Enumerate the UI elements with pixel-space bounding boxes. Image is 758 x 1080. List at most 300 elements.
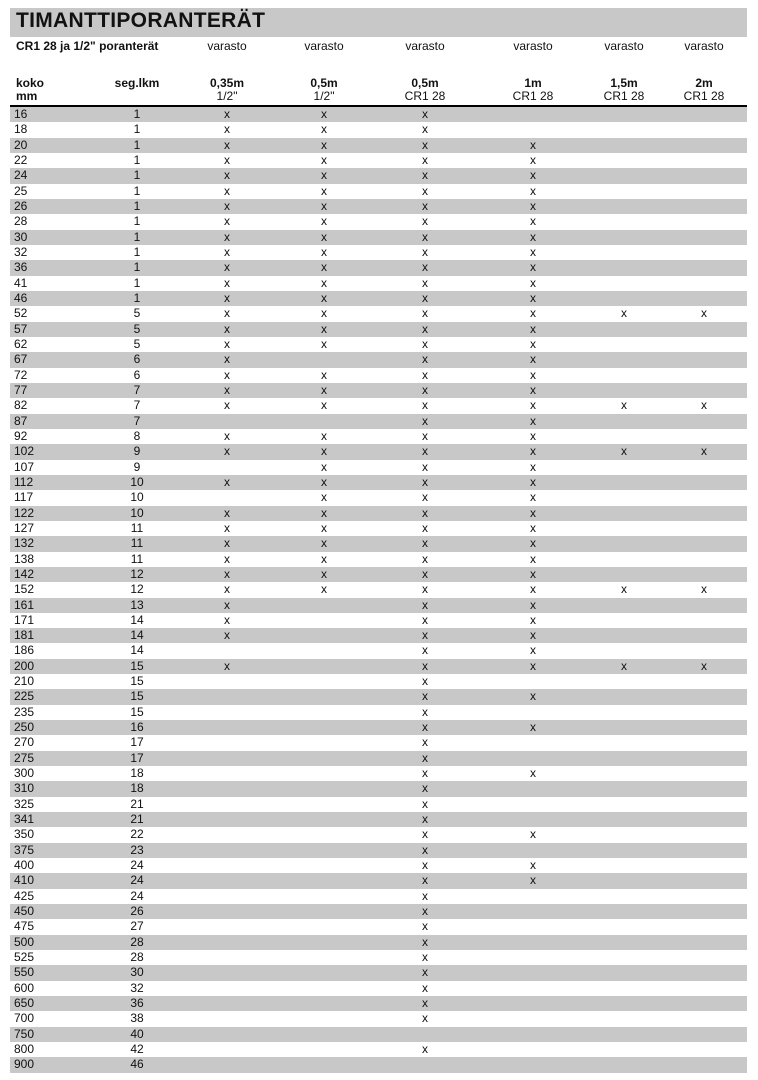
size-cell: 92: [14, 428, 28, 443]
table-row: [10, 429, 747, 444]
size-cell: 16: [14, 107, 28, 121]
stock-mark: x: [422, 321, 428, 336]
length-header-5: 1,5m: [610, 76, 638, 90]
stock-mark: x: [224, 612, 230, 627]
segment-count-value: 1: [133, 290, 141, 305]
stock-mark: x: [422, 198, 428, 213]
segment-count-value: 10: [130, 474, 144, 489]
table-row: [10, 613, 747, 628]
segment-count-value: 24: [130, 873, 144, 888]
size-cell: 275: [14, 750, 35, 765]
stock-mark: x: [321, 566, 327, 581]
segment-count-value: 1: [133, 137, 141, 152]
table-row: [10, 567, 747, 582]
stock-mark: x: [321, 490, 327, 505]
segment-count-value: 9: [133, 444, 141, 459]
size-cell: 161: [14, 597, 35, 612]
size-cell: 52: [14, 306, 28, 321]
table-row: [10, 659, 747, 674]
stock-mark: x: [422, 904, 428, 919]
stock-header-4: varasto: [513, 39, 553, 53]
stock-mark: x: [422, 950, 428, 965]
stock-mark: x: [422, 352, 428, 367]
size-cell: 210: [14, 674, 35, 689]
stock-mark: x: [321, 244, 327, 259]
length-header-6: 2m: [695, 76, 713, 90]
stock-mark: x: [224, 367, 230, 382]
stock-mark: x: [530, 490, 536, 505]
segment-count-value: 1: [133, 198, 141, 213]
segment-count-value: 1: [133, 152, 141, 167]
stock-mark: x: [321, 520, 327, 535]
stock-mark: x: [224, 536, 230, 551]
segment-count-value: 46: [130, 1057, 144, 1072]
stock-mark: x: [530, 382, 536, 397]
size-cell: 72: [14, 367, 28, 382]
table-row: [10, 935, 747, 950]
stock-mark: x: [224, 382, 230, 397]
stock-mark: x: [530, 597, 536, 612]
size-cell: 67: [14, 352, 28, 367]
stock-header-3: varasto: [405, 39, 445, 53]
size-cell: 30: [14, 229, 28, 244]
stock-mark: x: [422, 842, 428, 857]
stock-mark: x: [530, 336, 536, 351]
stock-mark: x: [321, 260, 327, 275]
stock-mark: x: [530, 367, 536, 382]
stock-mark: x: [530, 137, 536, 152]
size-cell: 36: [14, 260, 28, 275]
table-row: [10, 919, 747, 934]
stock-mark: x: [530, 474, 536, 489]
stock-mark: x: [530, 858, 536, 873]
stock-mark: x: [422, 152, 428, 167]
size-cell: 550: [14, 965, 35, 980]
table-row: [10, 950, 747, 965]
stock-mark: x: [422, 720, 428, 735]
stock-mark: x: [530, 505, 536, 520]
product-table: [10, 107, 747, 1073]
stock-mark: x: [530, 689, 536, 704]
segment-count-value: 14: [130, 612, 144, 627]
stock-mark: x: [530, 551, 536, 566]
stock-mark: x: [701, 658, 707, 673]
segment-count-value: 5: [133, 336, 141, 351]
stock-mark: x: [224, 658, 230, 673]
stock-mark: x: [530, 766, 536, 781]
segment-count-value: 15: [130, 704, 144, 719]
stock-mark: x: [321, 398, 327, 413]
stock-mark: x: [530, 168, 536, 183]
table-row: [10, 383, 747, 398]
stock-mark: x: [701, 306, 707, 321]
stock-mark: x: [530, 612, 536, 627]
size-cell: 32: [14, 244, 28, 259]
stock-mark: x: [224, 229, 230, 244]
stock-mark: x: [422, 934, 428, 949]
table-row: [10, 291, 747, 306]
stock-mark: x: [422, 781, 428, 796]
table-row: [10, 766, 747, 781]
stock-mark: x: [422, 965, 428, 980]
stock-mark: x: [530, 827, 536, 842]
stock-mark: x: [530, 398, 536, 413]
segment-count-value: 36: [130, 996, 144, 1011]
segment-count-value: 6: [133, 352, 141, 367]
stock-mark: x: [530, 214, 536, 229]
size-cell: 62: [14, 336, 28, 351]
stock-mark: x: [422, 459, 428, 474]
stock-mark: x: [321, 214, 327, 229]
stock-mark: x: [321, 152, 327, 167]
stock-mark: x: [224, 183, 230, 198]
thread-header-3: CR1 28: [404, 89, 446, 103]
stock-mark: x: [224, 275, 230, 290]
stock-mark: x: [422, 858, 428, 873]
size-cell: 410: [14, 873, 35, 888]
table-row: [10, 460, 747, 475]
segment-count-header: seg.lkm: [114, 76, 160, 90]
segment-count-value: 12: [130, 582, 144, 597]
stock-mark: x: [530, 275, 536, 290]
stock-mark: x: [422, 306, 428, 321]
stock-mark: x: [530, 260, 536, 275]
stock-mark: x: [422, 336, 428, 351]
table-row: [10, 582, 747, 597]
stock-mark: x: [530, 321, 536, 336]
size-cell: 750: [14, 1026, 35, 1041]
stock-mark: x: [321, 444, 327, 459]
size-cell: 171: [14, 612, 35, 627]
stock-mark: x: [530, 536, 536, 551]
segment-count-value: 9: [133, 459, 141, 474]
stock-mark: x: [422, 551, 428, 566]
stock-mark: x: [224, 306, 230, 321]
stock-mark: x: [422, 137, 428, 152]
segment-count-value: 1: [133, 183, 141, 198]
stock-mark: x: [422, 919, 428, 934]
table-row: [10, 398, 747, 413]
stock-mark: x: [530, 428, 536, 443]
thread-header-6: CR1 28: [683, 89, 725, 103]
size-cell: 475: [14, 919, 35, 934]
table-row: [10, 214, 747, 229]
table-row: [10, 276, 747, 291]
segment-count-value: 1: [133, 168, 141, 183]
size-unit-header: mm: [16, 89, 38, 103]
stock-mark: x: [422, 490, 428, 505]
table-row: [10, 168, 747, 183]
stock-mark: x: [530, 628, 536, 643]
stock-mark: x: [422, 827, 428, 842]
size-cell: 138: [14, 551, 35, 566]
table-row: [10, 751, 747, 766]
size-cell: 57: [14, 321, 28, 336]
table-row: [10, 536, 747, 551]
size-cell: 87: [14, 413, 28, 428]
size-cell: 600: [14, 980, 35, 995]
stock-mark: x: [422, 214, 428, 229]
table-row: [10, 797, 747, 812]
table-row: [10, 490, 747, 505]
stock-mark: x: [422, 674, 428, 689]
segment-count-value: 12: [130, 566, 144, 581]
stock-mark: x: [224, 551, 230, 566]
stock-mark: x: [224, 505, 230, 520]
segment-count-value: 11: [130, 551, 144, 566]
stock-mark: x: [530, 720, 536, 735]
segment-count-value: 7: [133, 398, 141, 413]
segment-count-value: 1: [133, 214, 141, 229]
stock-header-6: varasto: [684, 39, 724, 53]
stock-mark: x: [321, 367, 327, 382]
stock-mark: x: [422, 290, 428, 305]
table-row: [10, 138, 747, 153]
table-row: [10, 781, 747, 796]
table-row: [10, 720, 747, 735]
table-row: [10, 1011, 747, 1026]
segment-count-value: 5: [133, 306, 141, 321]
stock-mark: x: [321, 428, 327, 443]
stock-mark: x: [530, 183, 536, 198]
segment-count-value: 10: [130, 505, 144, 520]
size-cell: 24: [14, 168, 28, 183]
table-row: [10, 414, 747, 429]
table-row: [10, 873, 747, 888]
size-cell: 525: [14, 950, 35, 965]
table-row: [10, 306, 747, 321]
stock-mark: x: [621, 582, 627, 597]
stock-mark: x: [224, 428, 230, 443]
segment-count-value: 15: [130, 658, 144, 673]
segment-count-value: 30: [130, 965, 144, 980]
segment-count-value: 21: [130, 812, 144, 827]
size-cell: 28: [14, 214, 28, 229]
table-row: [10, 628, 747, 643]
stock-mark: x: [530, 520, 536, 535]
segment-count-value: 1: [133, 275, 141, 290]
thread-header-4: CR1 28: [512, 89, 554, 103]
table-row: [10, 889, 747, 904]
stock-mark: x: [224, 597, 230, 612]
segment-count-value: 1: [133, 260, 141, 275]
segment-count-value: 17: [130, 750, 144, 765]
stock-mark: x: [530, 459, 536, 474]
stock-mark: x: [224, 444, 230, 459]
stock-mark: x: [321, 183, 327, 198]
segment-count-value: 24: [130, 888, 144, 903]
stock-mark: x: [422, 766, 428, 781]
table-row: [10, 230, 747, 245]
size-cell: 132: [14, 536, 35, 551]
size-cell: 186: [14, 643, 35, 658]
stock-mark: x: [422, 704, 428, 719]
stock-mark: x: [422, 382, 428, 397]
segment-count-value: 23: [130, 842, 144, 857]
stock-mark: x: [224, 628, 230, 643]
table-row: [10, 245, 747, 260]
size-cell: 181: [14, 628, 35, 643]
size-cell: 325: [14, 796, 35, 811]
stock-mark: x: [224, 168, 230, 183]
stock-mark: x: [701, 398, 707, 413]
stock-mark: x: [422, 566, 428, 581]
stock-mark: x: [422, 244, 428, 259]
stock-mark: x: [422, 505, 428, 520]
table-row: [10, 506, 747, 521]
table-row: [10, 843, 747, 858]
segment-count-value: 15: [130, 689, 144, 704]
table-row: [10, 812, 747, 827]
stock-mark: x: [321, 122, 327, 137]
size-cell: 500: [14, 934, 35, 949]
table-row: [10, 689, 747, 704]
segment-count-value: 40: [130, 1026, 144, 1041]
stock-mark: x: [530, 352, 536, 367]
stock-mark: x: [224, 398, 230, 413]
stock-mark: x: [422, 873, 428, 888]
length-header-4: 1m: [524, 76, 542, 90]
stock-mark: x: [422, 367, 428, 382]
thread-header-1: 1/2": [216, 89, 238, 103]
size-cell: 22: [14, 152, 28, 167]
table-row: [10, 904, 747, 919]
size-cell: 225: [14, 689, 35, 704]
size-cell: 142: [14, 566, 35, 581]
stock-mark: x: [422, 260, 428, 275]
size-cell: 112: [14, 474, 34, 489]
size-cell: 20: [14, 137, 28, 152]
segment-count-value: 27: [130, 919, 144, 934]
segment-count-value: 10: [130, 490, 144, 505]
stock-mark: x: [224, 582, 230, 597]
size-cell: 41: [14, 275, 28, 290]
table-row: [10, 521, 747, 536]
size-cell: 18: [14, 122, 28, 137]
stock-mark: x: [422, 536, 428, 551]
size-cell: 425: [14, 888, 35, 903]
length-header-1: 0,35m: [209, 76, 245, 90]
table-row: [10, 858, 747, 873]
stock-mark: x: [422, 122, 428, 137]
stock-mark: x: [530, 198, 536, 213]
stock-mark: x: [321, 198, 327, 213]
stock-header-5: varasto: [604, 39, 644, 53]
stock-mark: x: [321, 275, 327, 290]
stock-mark: x: [224, 260, 230, 275]
stock-mark: x: [621, 658, 627, 673]
stock-mark: x: [321, 321, 327, 336]
stock-mark: x: [422, 796, 428, 811]
stock-mark: x: [422, 428, 428, 443]
stock-mark: x: [224, 290, 230, 305]
segment-count-value: 14: [130, 628, 144, 643]
stock-mark: x: [422, 628, 428, 643]
stock-mark: x: [321, 582, 327, 597]
table-row: [10, 122, 747, 137]
table-row: [10, 475, 747, 490]
size-cell: 350: [14, 827, 35, 842]
stock-mark: x: [224, 520, 230, 535]
stock-mark: x: [224, 321, 230, 336]
segment-count-value: 26: [130, 904, 144, 919]
stock-header-1: varasto: [207, 39, 247, 53]
stock-mark: x: [321, 137, 327, 152]
size-cell: 375: [14, 842, 35, 857]
stock-mark: x: [530, 413, 536, 428]
size-cell: 341: [14, 812, 35, 827]
stock-mark: x: [321, 290, 327, 305]
segment-count-value: 14: [130, 643, 144, 658]
stock-mark: x: [321, 505, 327, 520]
size-cell: 102: [14, 444, 35, 459]
stock-mark: x: [422, 183, 428, 198]
segment-count-value: 7: [133, 413, 141, 428]
table-row: [10, 996, 747, 1011]
segment-count-value: 1: [133, 122, 141, 137]
stock-mark: x: [422, 980, 428, 995]
stock-mark: x: [530, 582, 536, 597]
size-cell: 77: [14, 382, 28, 397]
table-row: [10, 674, 747, 689]
thread-header-5: CR1 28: [603, 89, 645, 103]
stock-mark: x: [530, 566, 536, 581]
stock-mark: x: [422, 107, 428, 121]
stock-mark: x: [321, 107, 327, 121]
segment-count-value: 8: [133, 428, 141, 443]
table-row: [10, 705, 747, 720]
size-cell: 127: [14, 520, 35, 535]
segment-count-value: 28: [130, 934, 144, 949]
stock-mark: x: [224, 566, 230, 581]
stock-mark: x: [321, 459, 327, 474]
segment-count-value: 42: [130, 1042, 144, 1057]
stock-mark: x: [321, 229, 327, 244]
size-cell: 46: [14, 290, 28, 305]
stock-mark: x: [530, 643, 536, 658]
table-row: [10, 1042, 747, 1057]
stock-mark: x: [422, 275, 428, 290]
table-row: [10, 107, 747, 122]
stock-mark: x: [530, 229, 536, 244]
stock-mark: x: [224, 137, 230, 152]
stock-mark: x: [530, 152, 536, 167]
stock-mark: x: [422, 413, 428, 428]
stock-mark: x: [621, 398, 627, 413]
segment-count-value: 5: [133, 321, 141, 336]
segment-count-value: 28: [130, 950, 144, 965]
length-header-2: 0,5m: [310, 76, 338, 90]
table-row: [10, 153, 747, 168]
stock-mark: x: [422, 750, 428, 765]
segment-count-value: 32: [130, 980, 144, 995]
stock-mark: x: [530, 244, 536, 259]
table-row: [10, 322, 747, 337]
size-cell: 25: [14, 183, 28, 198]
subtitle: CR1 28 ja 1/2" poranterät: [16, 39, 159, 53]
stock-mark: x: [422, 1042, 428, 1057]
stock-mark: x: [530, 306, 536, 321]
size-cell: 650: [14, 996, 35, 1011]
stock-mark: x: [224, 122, 230, 137]
stock-mark: x: [530, 873, 536, 888]
stock-mark: x: [530, 290, 536, 305]
size-cell: 800: [14, 1042, 35, 1057]
stock-mark: x: [422, 229, 428, 244]
segment-count-value: 38: [130, 1011, 144, 1026]
stock-mark: x: [224, 198, 230, 213]
stock-mark: x: [621, 444, 627, 459]
